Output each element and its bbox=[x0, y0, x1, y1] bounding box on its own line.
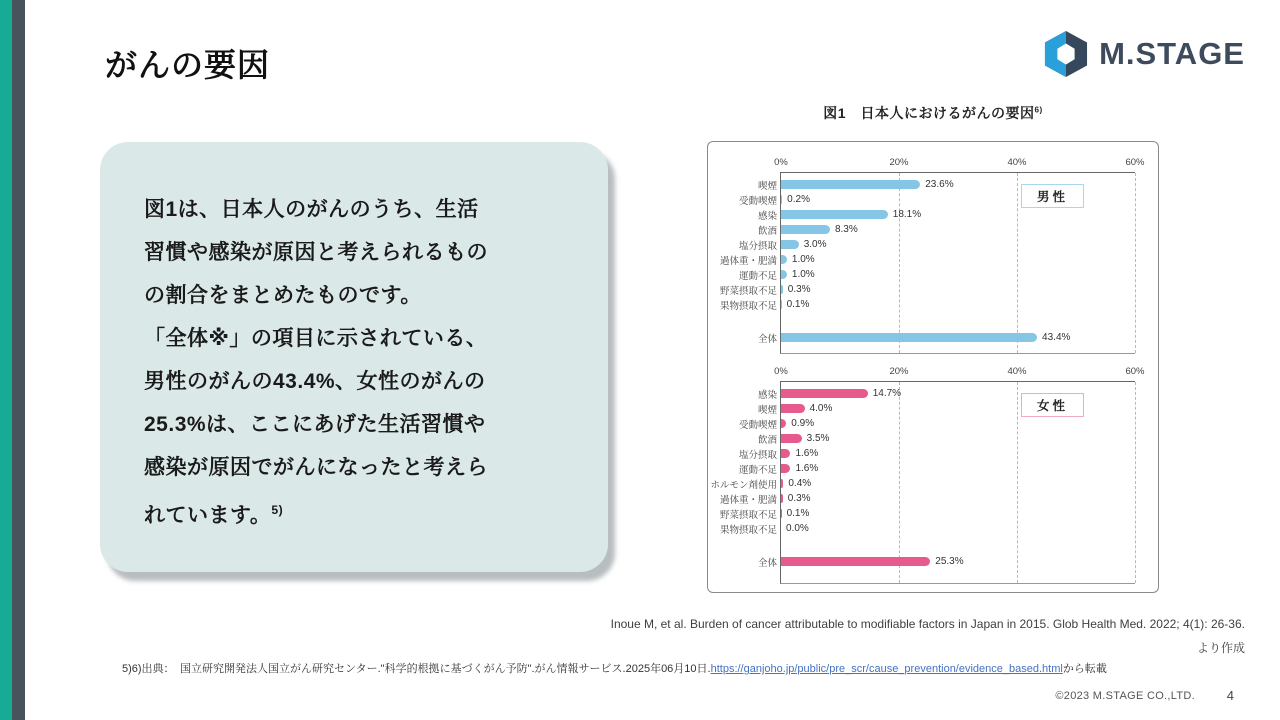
value-label: 0.3% bbox=[787, 493, 811, 504]
bar-row bbox=[719, 491, 1135, 506]
copyright-text: ©2023 M.STAGE CO.,LTD. bbox=[1055, 690, 1195, 702]
bar bbox=[781, 225, 830, 234]
value-label: 4.0% bbox=[809, 403, 833, 414]
bar-row bbox=[757, 431, 1135, 446]
summary-line: 25.3%は、ここにあげた生活習慣や bbox=[144, 413, 486, 436]
value-label: 0.1% bbox=[786, 508, 810, 519]
x-axis-tick-label: 20% bbox=[889, 366, 909, 377]
bar bbox=[781, 285, 783, 294]
female-legend-badge: 女性 bbox=[1021, 393, 1084, 417]
value-label: 0.9% bbox=[791, 418, 815, 429]
value-label: 18.1% bbox=[892, 209, 922, 220]
category-label: 塩分摂取 bbox=[738, 449, 777, 461]
bar bbox=[781, 434, 802, 443]
bar bbox=[781, 479, 783, 488]
source-link[interactable]: https://ganjoho.jp/public/pre_scr/cause_prevention/evidence_based.html bbox=[710, 663, 1063, 675]
bar-row bbox=[738, 461, 1135, 476]
mstage-logo-text: M.STAGE bbox=[1099, 36, 1245, 71]
value-label: 1.0% bbox=[791, 269, 815, 280]
value-label: 0.1% bbox=[786, 299, 810, 310]
bar-row bbox=[738, 416, 1135, 431]
x-axis-tick-label: 40% bbox=[1007, 157, 1027, 168]
bar bbox=[781, 210, 888, 219]
bar bbox=[781, 300, 782, 309]
bar bbox=[781, 389, 868, 398]
figure-citation bbox=[585, 612, 1245, 660]
value-label: 0.0% bbox=[786, 523, 809, 534]
category-label: 過体重・肥満 bbox=[719, 494, 777, 506]
bar bbox=[781, 464, 790, 473]
summary-line: の割合をまとめたものです。 bbox=[144, 284, 422, 307]
figure-chart-panel bbox=[707, 141, 1159, 593]
value-label: 8.3% bbox=[834, 224, 858, 235]
citation-line-2: より作成 bbox=[1196, 641, 1245, 655]
category-label: 喫煙 bbox=[757, 180, 777, 192]
company-logo bbox=[1044, 30, 1245, 78]
figure-title-text: 図1 日本人におけるがんの要因 bbox=[823, 105, 1035, 121]
bar-row bbox=[757, 554, 1135, 569]
source-footnote-prefix: 5)6)出典： 国立研究開発法人国立がん研究センター."科学的根拠に基づくがん予防".がん情報サービス.2025年06月10日. bbox=[122, 663, 711, 675]
female-chart-plot-area bbox=[710, 366, 1145, 584]
male-legend-badge: 男性 bbox=[1021, 184, 1084, 208]
source-footnote bbox=[122, 660, 1107, 676]
citation-line-1: Inoue M, et al. Burden of cancer attributable to modifiable factors in Japan in 2015. Glob Health Med. 2022; 4(1): 26-36. bbox=[610, 617, 1245, 631]
category-label: 飲酒 bbox=[757, 434, 777, 446]
bar-row bbox=[719, 282, 1135, 297]
category-label: 全体 bbox=[757, 557, 777, 569]
summary-line: 習慣や感染が原因と考えられるもの bbox=[144, 241, 488, 264]
bar bbox=[781, 195, 782, 204]
summary-line: 感染が原因でがんになったと考えら bbox=[144, 456, 488, 479]
category-label: 塩分摂取 bbox=[738, 240, 777, 252]
footnote-reference-6: 6) bbox=[1034, 105, 1043, 115]
page-title: がんの要因 bbox=[105, 47, 271, 83]
bar bbox=[781, 270, 787, 279]
male-factors-chart bbox=[708, 157, 1158, 354]
value-label: 0.4% bbox=[788, 478, 812, 489]
summary-card bbox=[100, 142, 608, 572]
x-axis-ticks bbox=[774, 366, 1145, 380]
bar-row bbox=[719, 506, 1135, 521]
bar bbox=[781, 255, 787, 264]
category-label: 感染 bbox=[757, 210, 777, 222]
bar bbox=[781, 557, 930, 566]
value-label: 1.0% bbox=[791, 254, 815, 265]
category-label: 過体重・肥満 bbox=[719, 255, 777, 267]
bar-row bbox=[719, 521, 1135, 536]
bar-row bbox=[757, 222, 1135, 237]
bar bbox=[781, 509, 782, 518]
category-label: ホルモン剤使用 bbox=[710, 479, 777, 491]
category-label: 受動喫煙 bbox=[738, 419, 777, 431]
footnote-reference-5: 5) bbox=[271, 503, 284, 517]
bar-row bbox=[738, 446, 1135, 461]
x-axis-tick-label: 20% bbox=[889, 157, 909, 168]
summary-text bbox=[100, 142, 608, 537]
category-label: 野菜摂取不足 bbox=[719, 285, 777, 297]
value-label: 0.2% bbox=[787, 194, 810, 205]
category-label: 運動不足 bbox=[738, 464, 777, 476]
bar-row bbox=[710, 476, 1135, 491]
value-label: 0.3% bbox=[787, 284, 811, 295]
bar bbox=[781, 180, 920, 189]
value-label: 43.4% bbox=[1042, 332, 1071, 343]
x-axis-tick-label: 0% bbox=[774, 366, 788, 377]
source-footnote-suffix: から転載 bbox=[1062, 663, 1107, 675]
value-label: 14.7% bbox=[872, 388, 902, 399]
category-label: 受動喫煙 bbox=[738, 195, 777, 207]
bar bbox=[781, 494, 783, 503]
male-chart-plot-area bbox=[719, 157, 1145, 354]
summary-line bbox=[144, 489, 568, 537]
bar-row bbox=[738, 237, 1135, 252]
bar-row bbox=[719, 297, 1135, 312]
bar bbox=[781, 449, 790, 458]
bar-row bbox=[757, 330, 1135, 345]
category-label: 喫煙 bbox=[757, 404, 777, 416]
value-label: 1.6% bbox=[795, 448, 819, 459]
hexagon-logo-icon bbox=[1044, 30, 1088, 78]
figure-title bbox=[707, 103, 1159, 123]
summary-line: 男性のがんの43.4%、女性のがんの bbox=[144, 370, 486, 393]
x-axis-tick-label: 40% bbox=[1007, 366, 1027, 377]
gridline bbox=[1135, 173, 1136, 353]
bar-row bbox=[757, 207, 1135, 222]
bar bbox=[781, 333, 1037, 342]
bar bbox=[781, 240, 799, 249]
summary-line: 図1は、日本人のがんのうち、生活 bbox=[144, 198, 479, 221]
category-label: 全体 bbox=[757, 333, 777, 345]
page-number: 4 bbox=[1226, 688, 1234, 703]
value-label: 25.3% bbox=[935, 556, 964, 567]
bar-row bbox=[719, 252, 1135, 267]
female-factors-chart bbox=[708, 366, 1158, 584]
x-axis-tick-label: 60% bbox=[1125, 157, 1145, 168]
value-label: 3.5% bbox=[806, 433, 830, 444]
category-label: 飲酒 bbox=[757, 225, 777, 237]
x-axis-tick-label: 60% bbox=[1125, 366, 1145, 377]
category-label: 果物摂取不足 bbox=[719, 300, 777, 312]
value-label: 3.0% bbox=[803, 239, 827, 250]
bar-row bbox=[738, 267, 1135, 282]
left-edge-accent-bar bbox=[0, 0, 12, 720]
bar bbox=[781, 404, 805, 413]
left-edge-dark-bar bbox=[12, 0, 25, 720]
value-label: 1.6% bbox=[795, 463, 819, 474]
category-label: 運動不足 bbox=[738, 270, 777, 282]
summary-line: 「全体※」の項目に示されている、 bbox=[144, 327, 488, 350]
x-axis-ticks bbox=[774, 157, 1145, 171]
value-label: 23.6% bbox=[925, 179, 954, 190]
x-axis-tick-label: 0% bbox=[774, 157, 788, 168]
summary-line-text: れています。 bbox=[144, 504, 272, 527]
bar bbox=[781, 419, 786, 428]
category-label: 感染 bbox=[757, 389, 777, 401]
category-label: 果物摂取不足 bbox=[719, 524, 777, 536]
gridline bbox=[1135, 382, 1136, 583]
category-label: 野菜摂取不足 bbox=[719, 509, 777, 521]
